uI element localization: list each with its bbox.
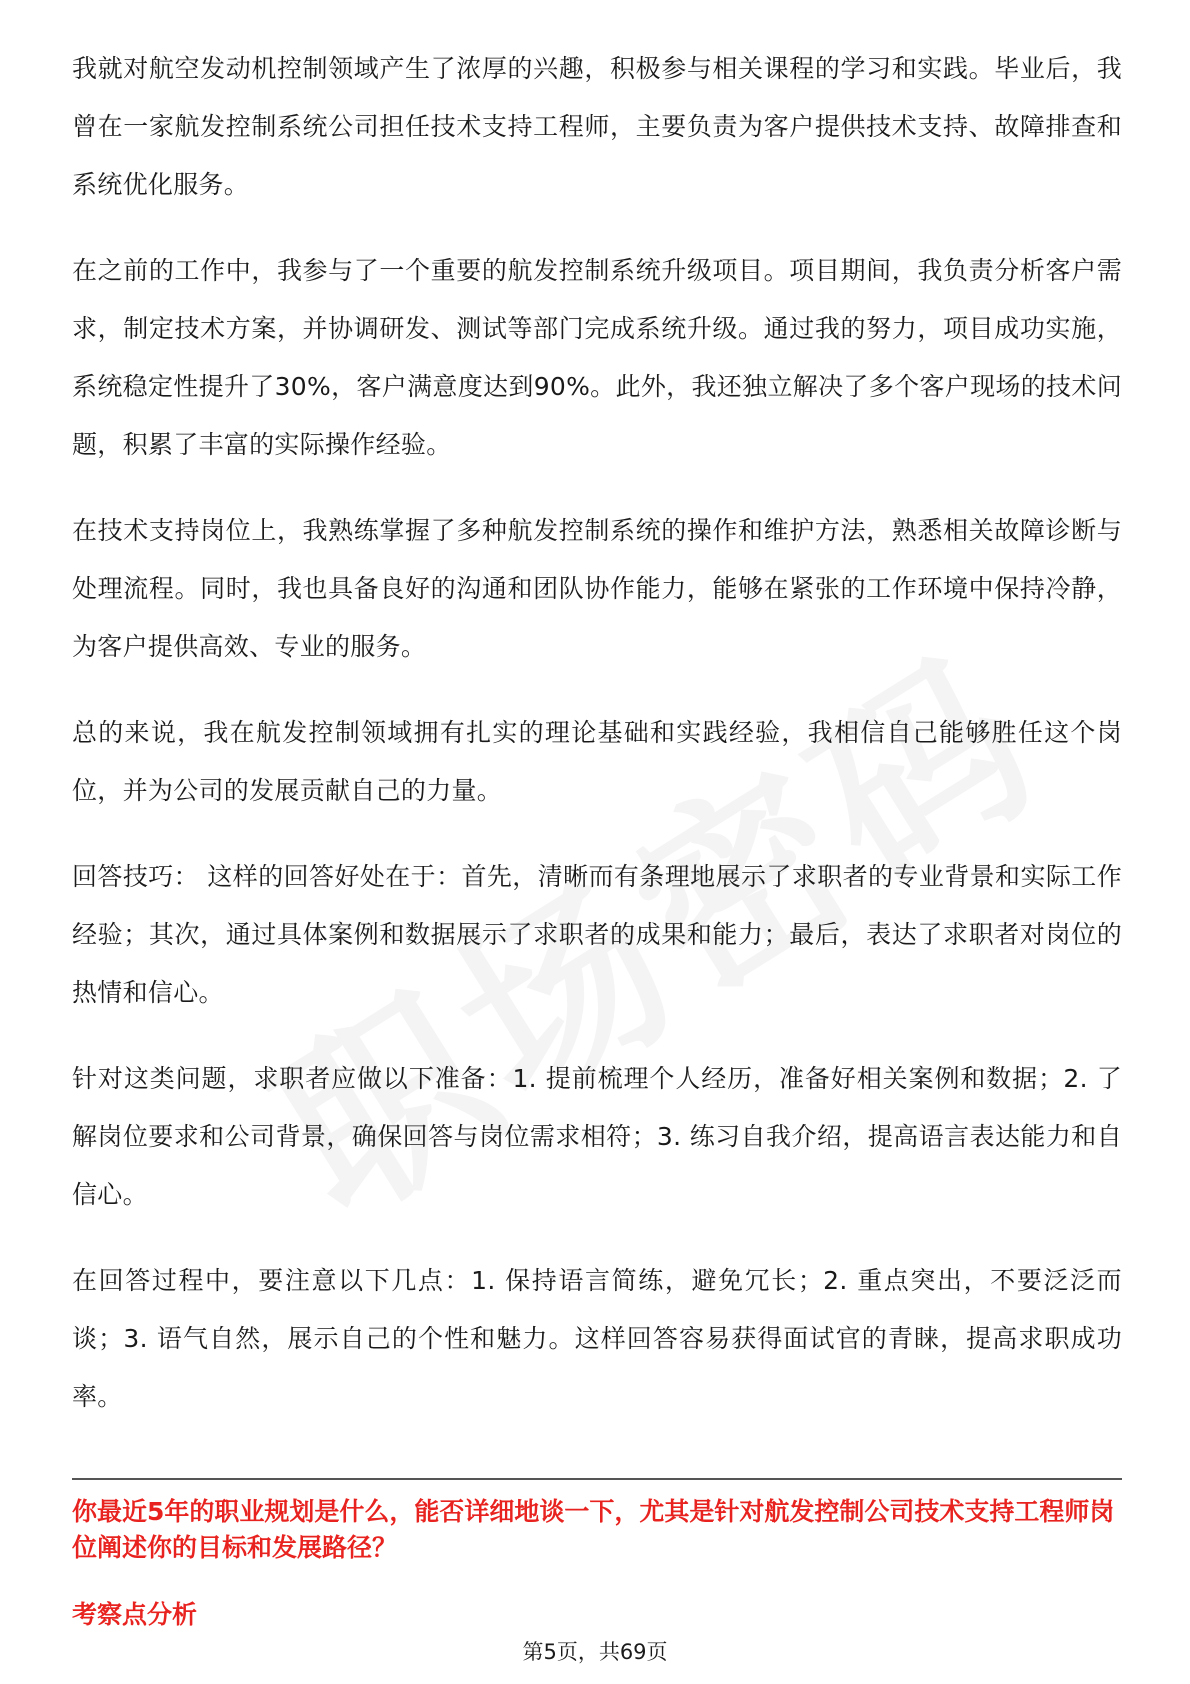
- preparation-paragraph: 针对这类问题，求职者应做以下准备：1. 提前梳理个人经历，准备好相关案例和数据；2. 了解岗位要求和公司背景，确保回答与岗位需求相符；3. 练习自我介绍，提高语言表达能力和自信心。: [72, 1064, 1122, 1209]
- notes-paragraph: 在回答过程中，要注意以下几点：1. 保持语言简练，避免冗长；2. 重点突出，不要泛泛而谈；3. 语气自然，展示自己的个性和魅力。这样回答容易获得面试官的青睐，提高求职成功率。: [72, 1266, 1122, 1411]
- page-number: 第5页，共69页: [522, 1640, 668, 1664]
- answer-tips-paragraph: 回答技巧： 这样的回答好处在于：首先，清晰而有条理地展示了求职者的专业背景和实际工作经验；其次，通过具体案例和数据展示了求职者的成果和能力；最后，表达了求职者对岗位的热情和信心。: [72, 862, 1122, 1007]
- section-divider: [72, 1478, 1122, 1480]
- paragraph: 在技术支持岗位上，我熟练掌握了多种航发控制系统的操作和维护方法，熟悉相关故障诊断与处理流程。同时，我也具备良好的沟通和团队协作能力，能够在紧张的工作环境中保持冷静，为客户提供高效、专业的服务。: [72, 516, 1122, 661]
- paragraph: 总的来说，我在航发控制领域拥有扎实的理论基础和实践经验，我相信自己能够胜任这个岗位，并为公司的发展贡献自己的力量。: [72, 718, 1122, 805]
- document-body: [72, 40, 1122, 1454]
- paragraph: 在之前的工作中，我参与了一个重要的航发控制系统升级项目。项目期间，我负责分析客户需求，制定技术方案，并协调研发、测试等部门完成系统升级。通过我的努力，项目成功实施，系统稳定性提升了30%，客户满意度达到90%。此外，我还独立解决了多个客户现场的技术问题，积累了丰富的实际操作经验。: [72, 256, 1122, 459]
- section-title: 考察点分析: [72, 1600, 198, 1629]
- interview-question: 你最近5年的职业规划是什么，能否详细地谈一下，尤其是针对航发控制公司技术支持工程师岗位阐述你的目标和发展路径？: [72, 1497, 1115, 1562]
- paragraph: 我就对航空发动机控制领域产生了浓厚的兴趣，积极参与相关课程的学习和实践。毕业后，我曾在一家航发控制系统公司担任技术支持工程师，主要负责为客户提供技术支持、故障排查和系统优化服务。: [72, 54, 1122, 199]
